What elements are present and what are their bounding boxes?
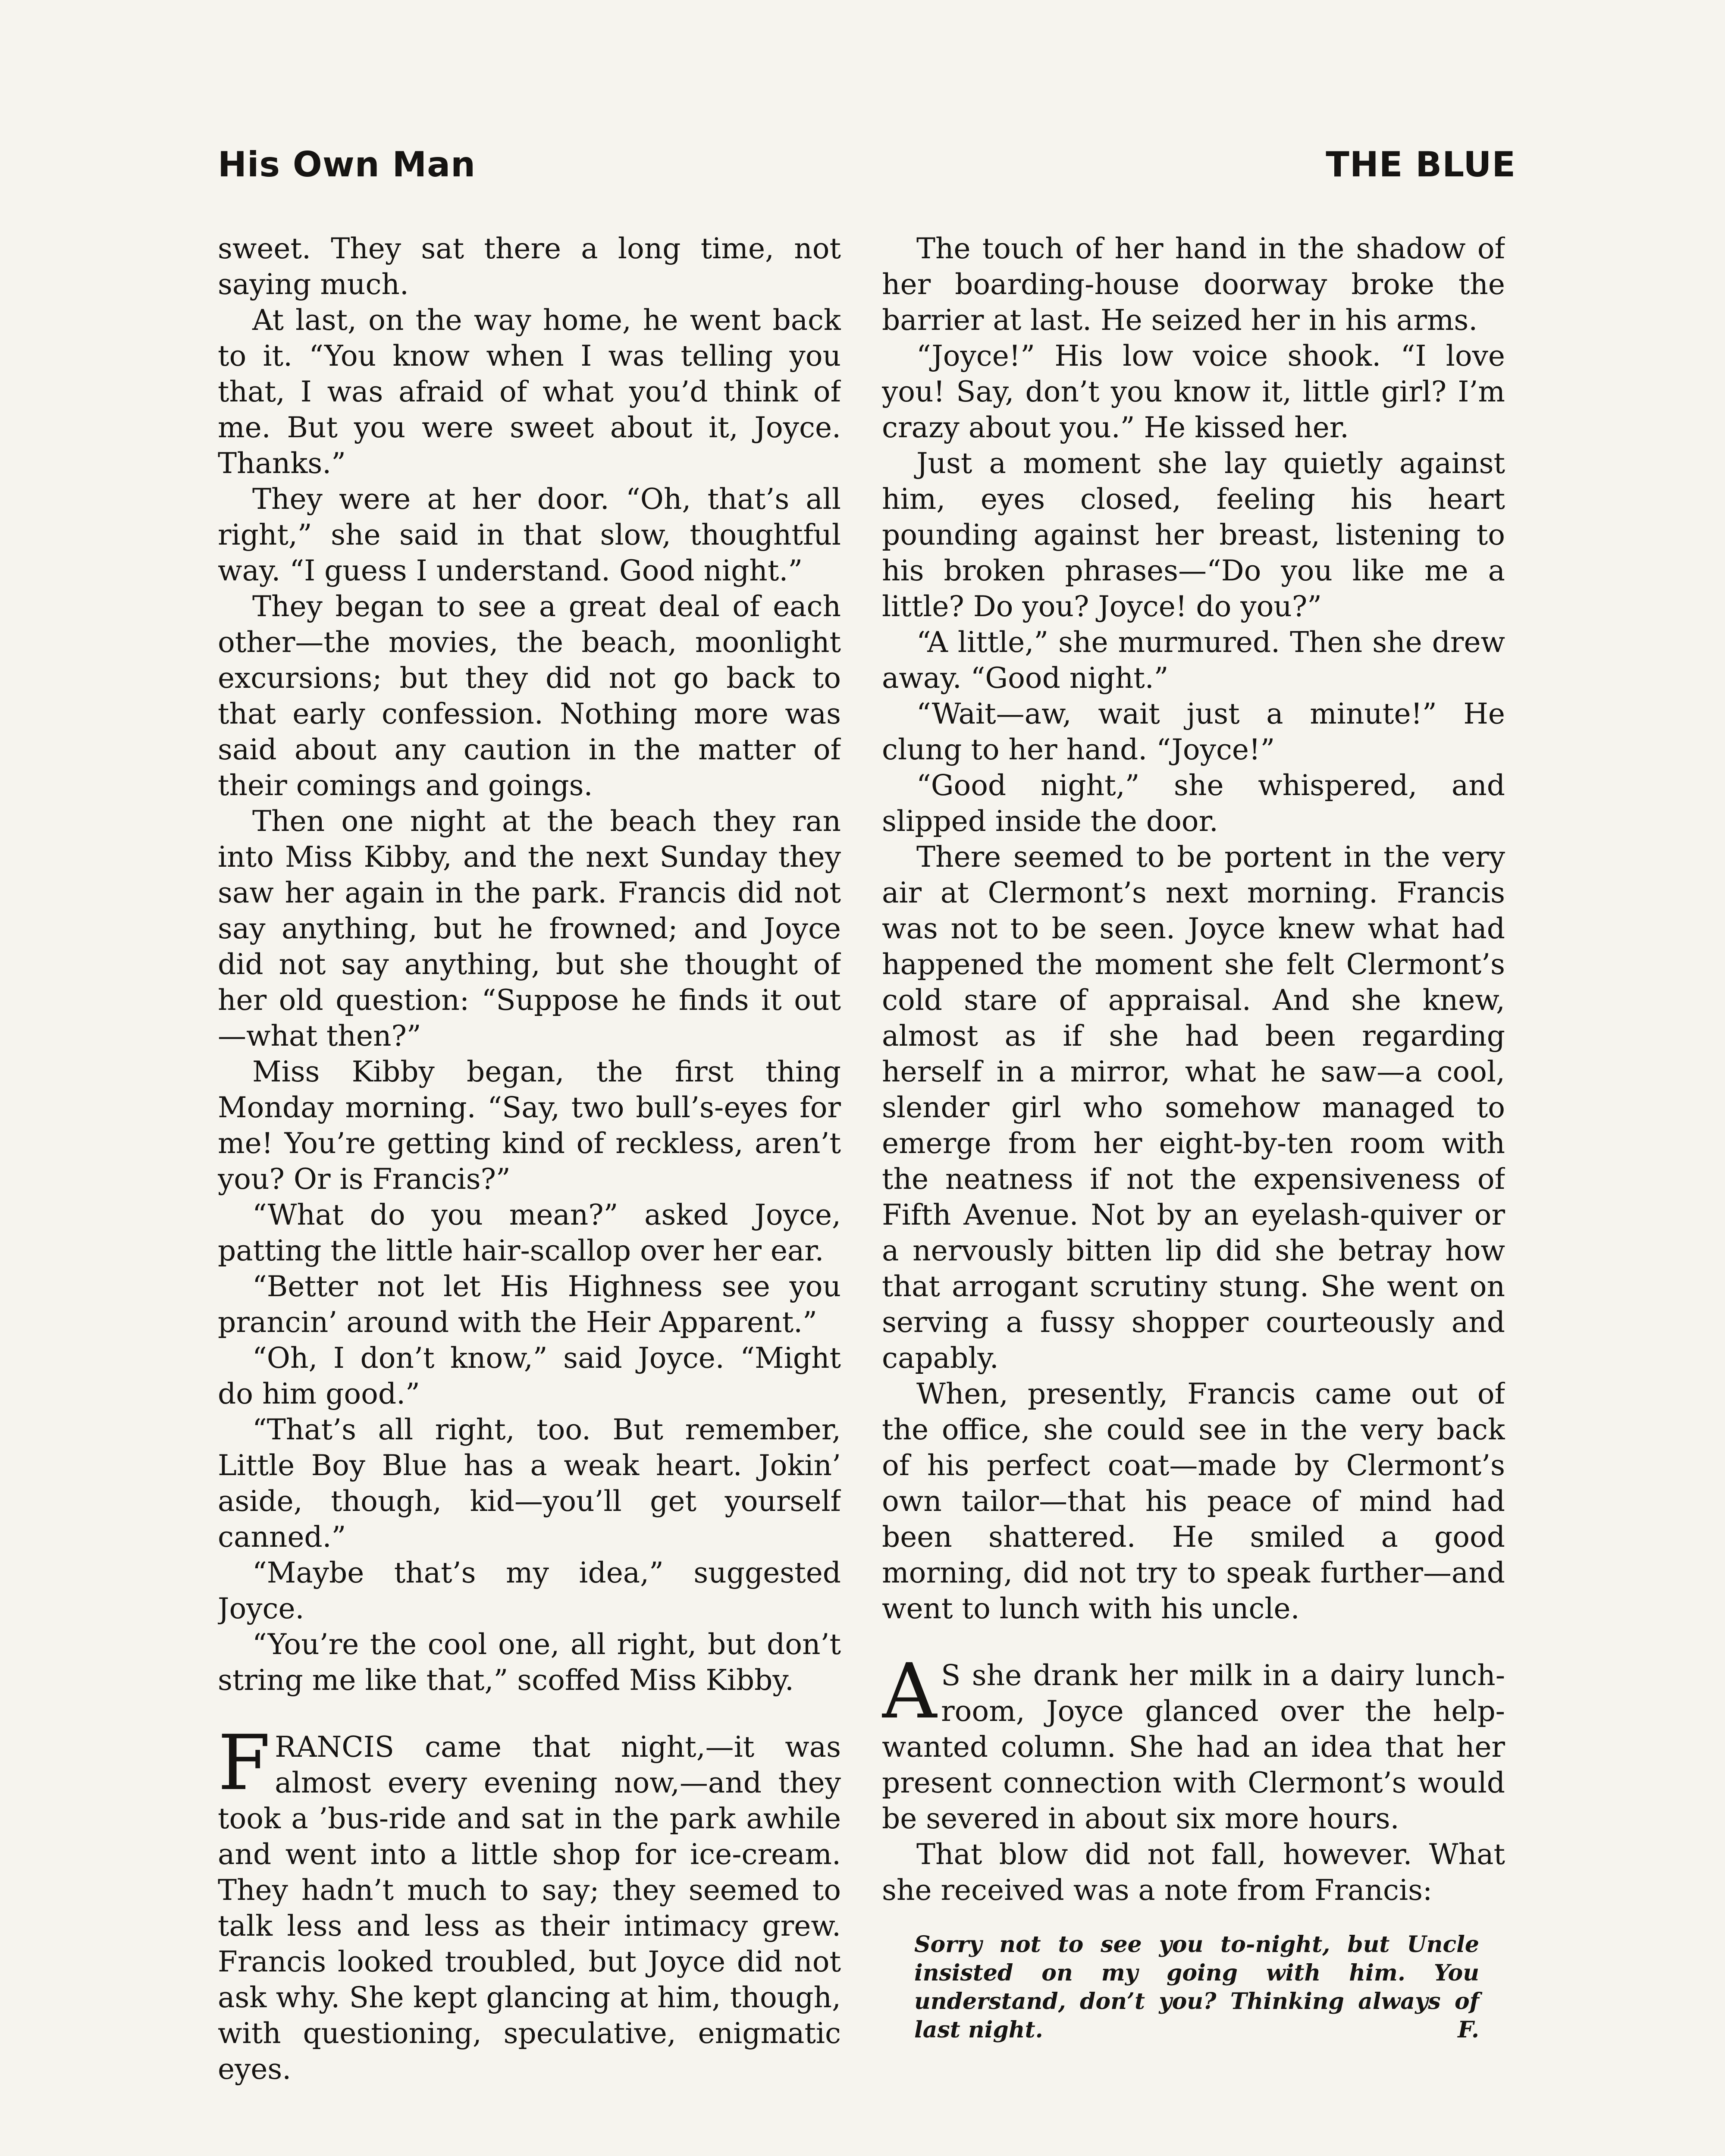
paragraph: “Better not let His Highness see you prancin’ around with the Heir Apparent.” bbox=[218, 1270, 841, 1339]
paragraph: “Wait—aw, wait just a minute!” He clung to her hand. “Joyce!” bbox=[882, 697, 1505, 766]
paragraph: “Oh, I don’t know,” said Joyce. “Might do him good.” bbox=[218, 1341, 841, 1410]
paragraph: “Maybe that’s my idea,” suggested Joyce. bbox=[218, 1556, 841, 1625]
section-opening-paragraph bbox=[882, 1647, 1505, 1836]
paragraph: They began to see a great deal of each other—the movies, the beach, moonlight excursions; but they did not go back to that early confession. Nothing more was said about any caution in the matter of their comings and goings. bbox=[218, 590, 841, 802]
paragraph: There seemed to be portent in the very air at Clermont’s next morning. Francis was not to be seen. Joyce knew what had happened the moment she felt Clermont’s cold stare of appraisal. And she knew, almost as if she had been regarding herself in a mirror, what he saw—a cool, slender girl who somehow managed to emerge from her eight-by-ten room with the neatness if not the expensiveness of Fifth Avenue. Not by an eyelash-quiver or a nervously bitten lip did she betray how that arrogant scrutiny stung. She went on serving a fussy shopper courteously and capably. bbox=[882, 840, 1505, 1375]
drop-cap: A bbox=[882, 1647, 937, 1736]
right-column bbox=[882, 231, 1505, 2156]
paragraph: “What do you mean?” asked Joyce, patting the little hair-scallop over her ear. bbox=[218, 1198, 841, 1267]
running-head-title: His Own Man bbox=[218, 144, 476, 185]
note-text: Sorry not to see you to-night, but Uncle insisted on my going with him. You understand, don’t you? Thinking always of last night. bbox=[914, 1931, 1479, 2043]
paragraph: “Good night,” she whispered, and slipped inside the door. bbox=[882, 769, 1505, 838]
section-text: S she drank her milk in a dairy lunch-room, Joyce glanced over the help-wanted column. She had an idea that her present connection with Clermont’s would be severed in about six more hours. bbox=[882, 1659, 1505, 1835]
section-text: RANCIS came that night,—it was almost every evening now,—and they took a ’bus-ride and sat in the park awhile and went into a little shop for ice-cream. They hadn’t much to say; they seemed to talk less and less as their intimacy grew. Francis looked troubled, but Joyce did not ask why. She kept glancing at him, though, with questioning, speculative, enigmatic eyes. bbox=[218, 1730, 841, 2086]
paragraph: Then one night at the beach they ran into Miss Kibby, and the next Sunday they saw her again in the park. Francis did not say anything, but he frowned; and Joyce did not say anything, but she thought of her old question: “Suppose he finds it out—what then?” bbox=[218, 805, 841, 1053]
paragraph: That blow did not fall, however. What she received was a note from Francis: bbox=[882, 1838, 1505, 1907]
section-opening-paragraph bbox=[218, 1719, 841, 2087]
paragraph: Miss Kibby began, the first thing Monday morning. “Say, two bull’s-eyes for me! You’re getting kind of reckless, aren’t you? Or is Francis?” bbox=[218, 1055, 841, 1196]
paragraph: “That’s all right, too. But remember, Little Boy Blue has a weak heart. Jokin’ aside, though, kid—you’ll get yourself canned.” bbox=[218, 1413, 841, 1554]
note-from-francis bbox=[914, 1930, 1479, 2044]
paragraph: At last, on the way home, he went back to it. “You know when I was telling you that, I was afraid of what you’d think of me. But you were sweet about it, Joyce. Thanks.” bbox=[218, 304, 841, 480]
paragraph: “Joyce!” His low voice shook. “I love you! Say, don’t you know it, little girl? I’m crazy about you.” He kissed her. bbox=[882, 339, 1505, 444]
running-head-magazine: THE BLUE bbox=[1326, 144, 1516, 185]
paragraph: The touch of her hand in the shadow of her boarding-house doorway broke the barrier at last. He seized her in his arms. bbox=[882, 232, 1505, 337]
paragraph: Just a moment she lay quietly against him, eyes closed, feeling his heart pounding against her breast, listening to his broken phrases—“Do you like me a little? Do you? Joyce! do you?” bbox=[882, 447, 1505, 623]
left-column bbox=[218, 231, 841, 2156]
paragraph: sweet. They sat there a long time, not saying much. bbox=[218, 232, 841, 301]
paragraph: When, presently, Francis came out of the office, she could see in the very back of his perfect coat—made by Clermont’s own tailor—that his peace of mind had been shattered. He smiled a good morning, did not try to speak further—and went to lunch with his uncle. bbox=[882, 1377, 1505, 1625]
drop-cap: F bbox=[218, 1719, 271, 1807]
paragraph: “You’re the cool one, all right, but don’t string me like that,” scoffed Miss Kibby. bbox=[218, 1628, 841, 1697]
note-signature: F. bbox=[1458, 2017, 1479, 2043]
paragraph: They were at her door. “Oh, that’s all right,” she said in that slow, thoughtful way. “I guess I understand. Good night.” bbox=[218, 483, 841, 587]
paragraph: “A little,” she murmured. Then she drew away. “Good night.” bbox=[882, 626, 1505, 695]
